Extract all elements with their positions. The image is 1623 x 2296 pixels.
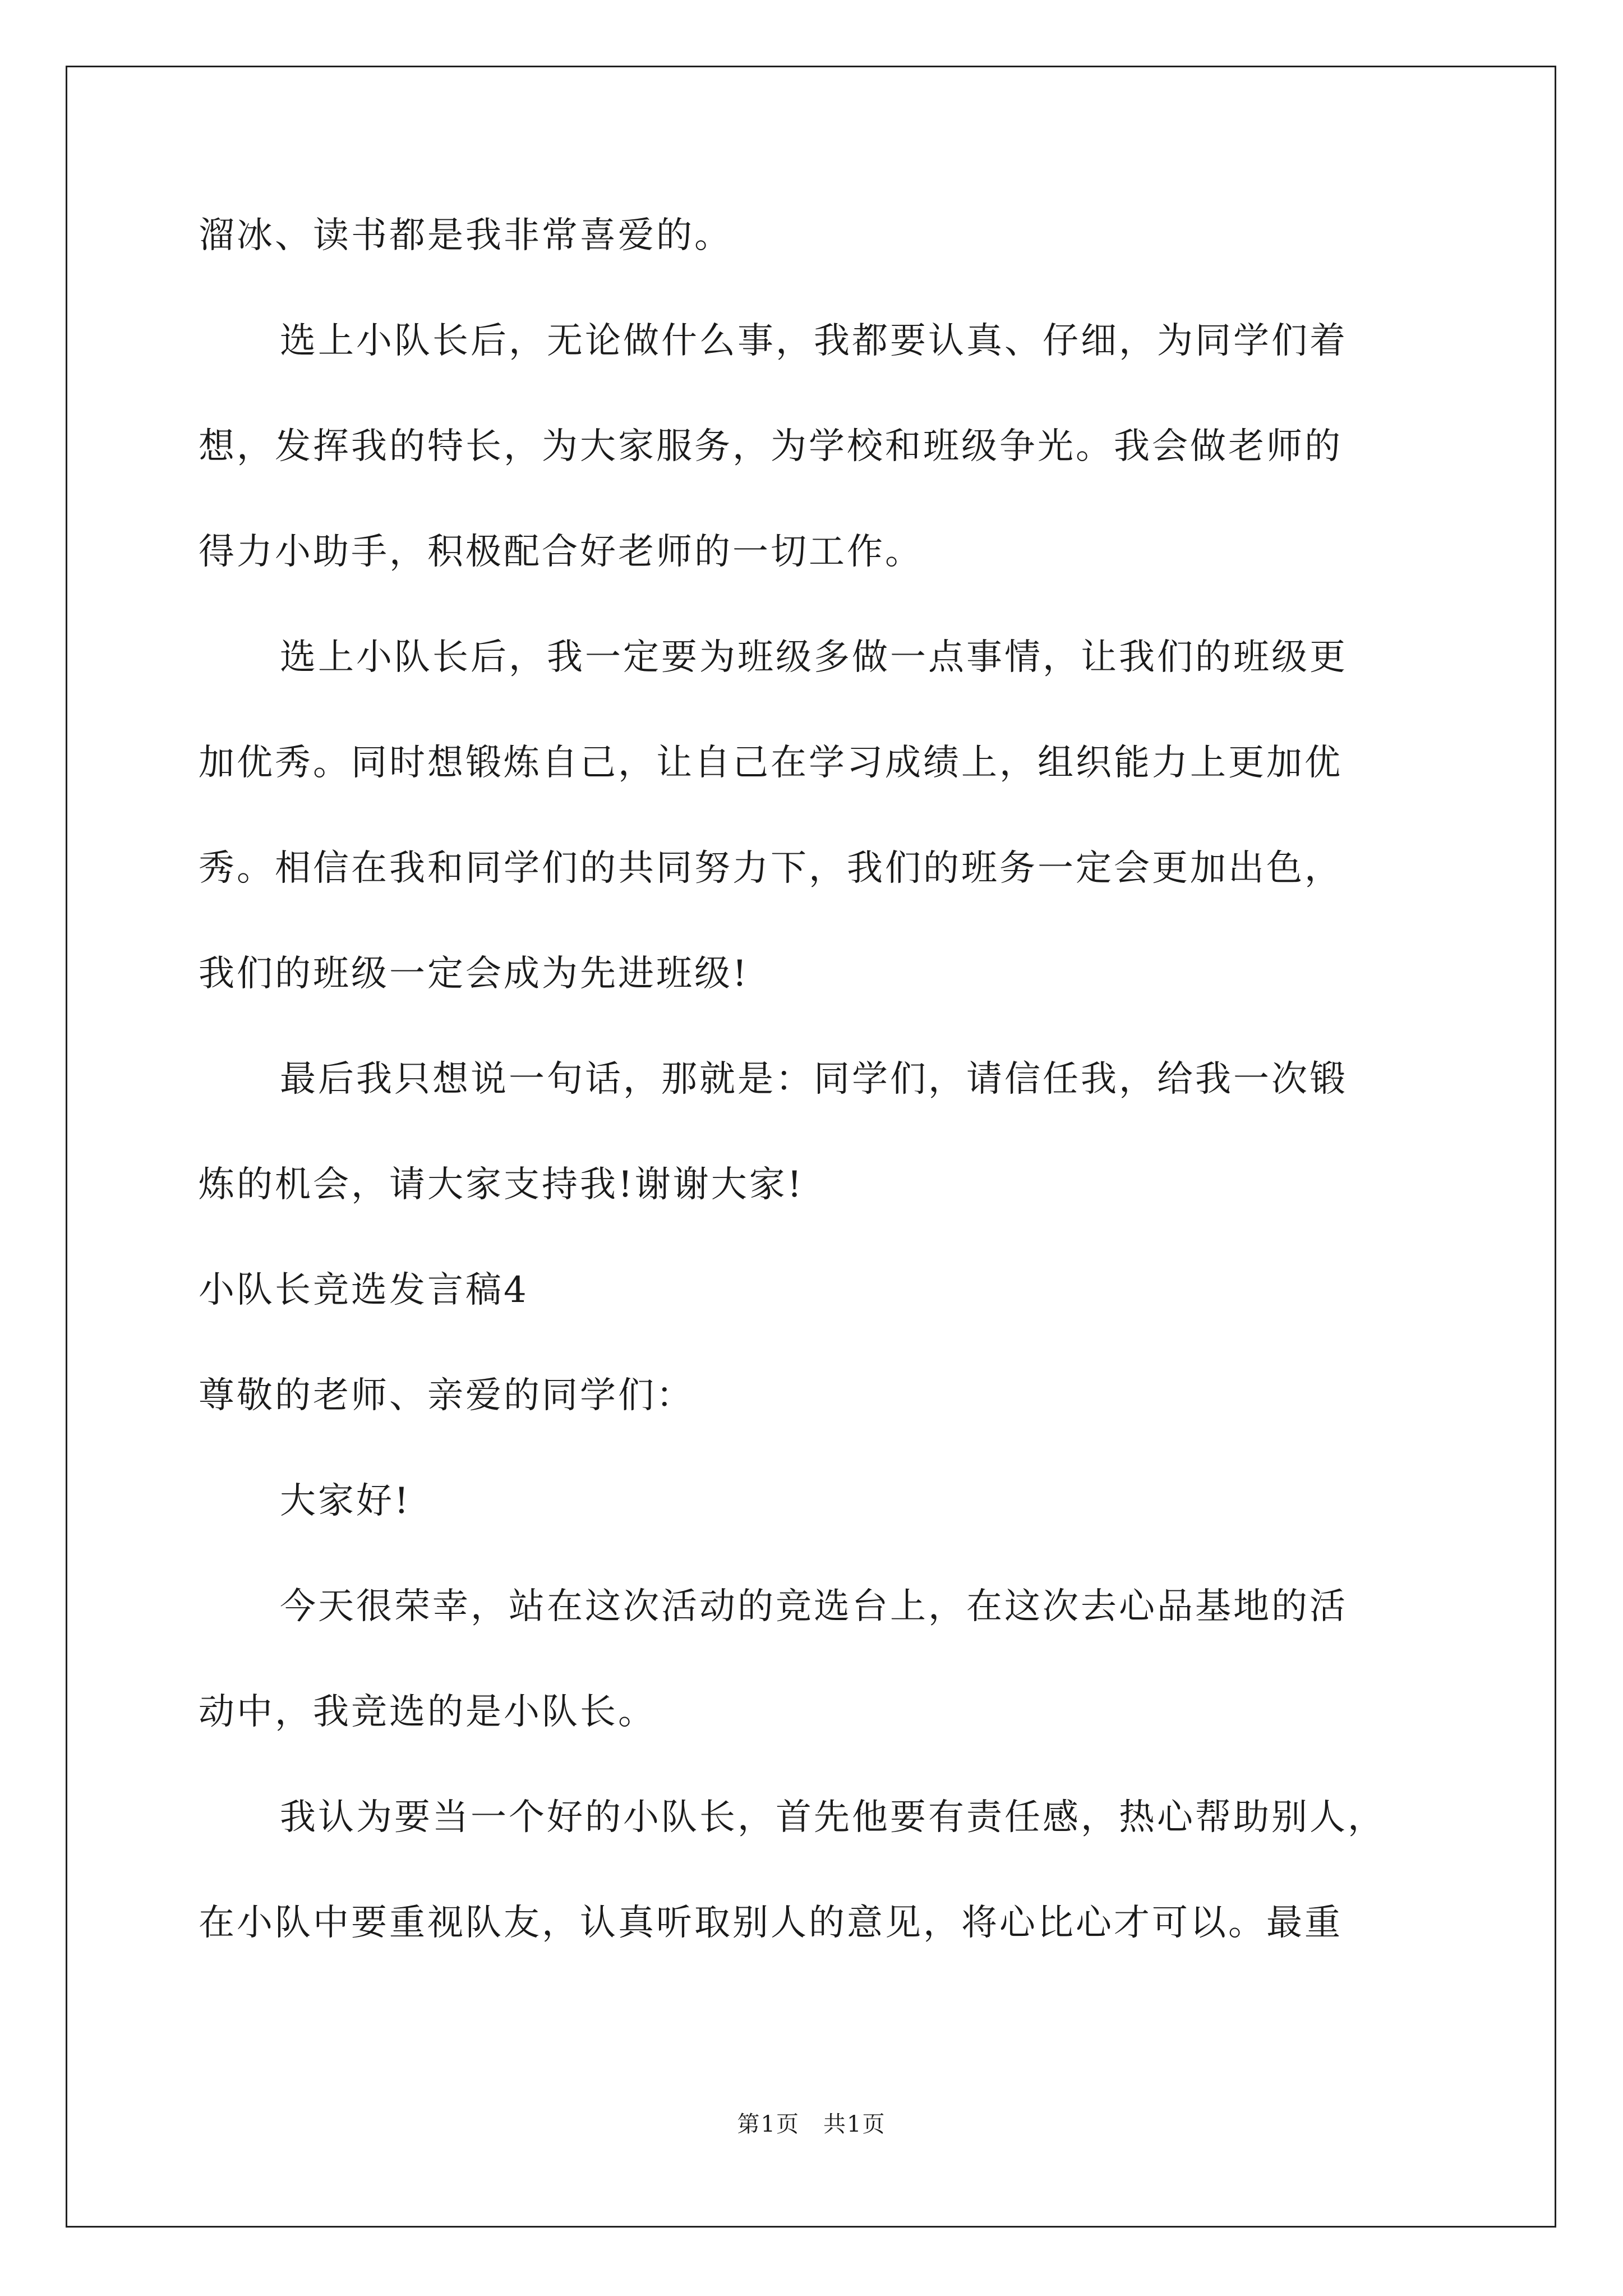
paragraph-line: 选上小队长后，我一定要为班级多做一点事情，让我们的班级更	[280, 637, 1348, 678]
paragraph-line: 想，发挥我的特长，为大家服务，为学校和班级争光。我会做老师的	[199, 426, 1343, 467]
paragraph-line: 加优秀。同时想锻炼自己，让自己在学习成绩上，组织能力上更加优	[199, 742, 1343, 784]
paragraph-line: 溜冰、读书都是我非常喜爱的。	[199, 215, 732, 256]
section-heading: 小队长竞选发言稿4	[199, 1269, 529, 1311]
paragraph-line: 得力小助手，积极配合好老师的一切工作。	[199, 531, 923, 573]
paragraph-line: 最后我只想说一句话，那就是：同学们，请信任我，给我一次锻	[280, 1059, 1348, 1100]
paragraph-line: 今天很荣幸，站在这次活动的竞选台上，在这次去心品基地的活	[280, 1586, 1348, 1627]
page-footer: 第1页 共1页	[737, 2111, 886, 2137]
paragraph-line: 秀。相信在我和同学们的共同努力下，我们的班务一定会更加出色，	[199, 848, 1343, 889]
greeting: 大家好!	[280, 1480, 411, 1522]
paragraph-line: 动中，我竞选的是小队长。	[199, 1691, 656, 1733]
paragraph-line: 在小队中要重视队友，认真听取别人的意见，将心比心才可以。最重	[199, 1902, 1343, 1944]
paragraph-line: 选上小队长后，无论做什么事，我都要认真、仔细，为同学们着	[280, 320, 1348, 362]
paragraph-line: 炼的机会，请大家支持我!谢谢大家!	[199, 1164, 804, 1205]
paragraph-line: 我认为要当一个好的小队长，首先他要有责任感，热心帮助别人，	[280, 1797, 1386, 1838]
paragraph-line: 我们的班级一定会成为先进班级!	[199, 953, 749, 995]
salutation: 尊敬的老师、亲爱的同学们：	[199, 1375, 694, 1416]
